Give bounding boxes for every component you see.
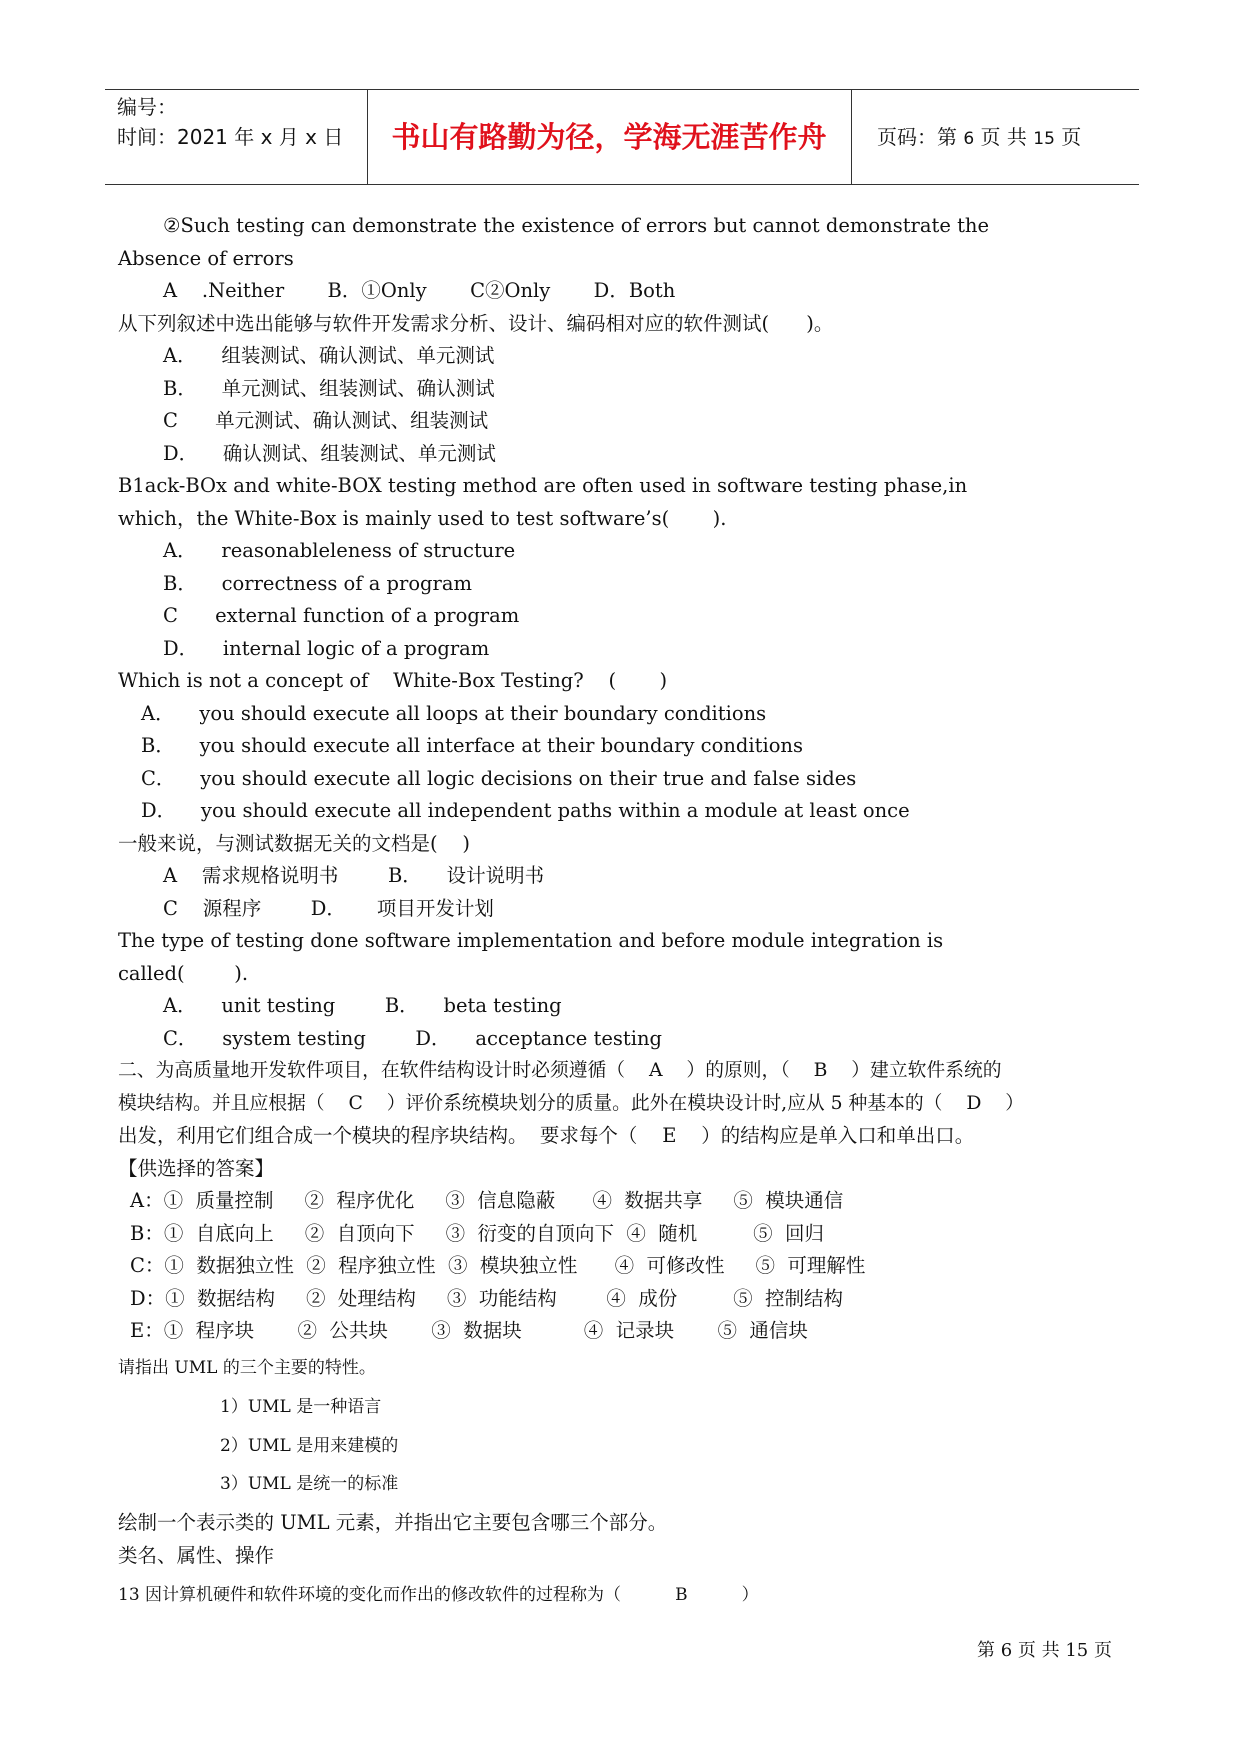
text-line: 【供选择的答案】 bbox=[118, 1157, 275, 1180]
text-line: A． unit testing B． beta testing bbox=[163, 994, 562, 1017]
text-line: B． 单元测试、组装测试、确认测试 bbox=[163, 377, 495, 400]
text-line: ②Such testing can demonstrate the existence of errors but cannot demonstrate the bbox=[163, 214, 989, 237]
text-line: C external function of a program bbox=[163, 604, 520, 627]
page-label-mid: 页 共 bbox=[974, 125, 1034, 149]
text-line: C． system testing D． acceptance testing bbox=[163, 1027, 662, 1050]
text-line: B1ack-BOx and white-BOX testing method are often used in software testing phase,in bbox=[118, 474, 968, 497]
text-line: A：① 质量控制 ② 程序优化 ③ 信息隐蔽 ④ 数据共享 ⑤ 模块通信 bbox=[130, 1189, 844, 1212]
text-line: D． internal logic of a program bbox=[163, 637, 490, 660]
text-line: C：① 数据独立性 ② 程序独立性 ③ 模块独立性 ④ 可修改性 ⑤ 可理解性 bbox=[130, 1254, 866, 1277]
text-line: E：① 程序块 ② 公共块 ③ 数据块 ④ 记录块 ⑤ 通信块 bbox=[130, 1319, 808, 1342]
text-line: 1）UML 是一种语言 bbox=[220, 1397, 382, 1417]
text-line: A． you should execute all loops at their boundary conditions bbox=[141, 702, 767, 725]
text-line: called( ). bbox=[118, 962, 249, 985]
text-line: Which is not a concept of White-Box Testing? ( ) bbox=[118, 669, 668, 692]
text-line: D． you should execute all independent paths within a module at least once bbox=[141, 799, 910, 822]
text-line: 13 因计算机硬件和软件环境的变化而作出的修改软件的过程称为（ B ） bbox=[118, 1585, 759, 1605]
text-line: 绘制一个表示类的 UML 元素，并指出它主要包含哪三个部分。 bbox=[118, 1511, 668, 1534]
number-label: 编号： bbox=[117, 95, 177, 119]
text-line: 模块结构。并且应根据（ C ）评价系统模块划分的质量。此外在模块设计时,应从 5 种基本的（ D ） bbox=[118, 1093, 1025, 1114]
header-divider-right bbox=[851, 90, 852, 184]
text-line: Absence of errors bbox=[118, 247, 294, 270]
text-line: 从下列叙述中选出能够与软件开发需求分析、设计、编码相对应的软件测试( )。 bbox=[118, 312, 834, 335]
text-line: A． reasonableleness of structure bbox=[163, 539, 516, 562]
header-motto: 书山有路勤为径，学海无涯苦作舟 bbox=[391, 120, 827, 154]
text-line: C 单元测试、确认测试、组装测试 bbox=[163, 409, 489, 432]
text-line: The type of testing done software implementation and before module integration is bbox=[118, 929, 944, 952]
text-line: B． correctness of a program bbox=[163, 572, 472, 595]
text-line: A． 组装测试、确认测试、单元测试 bbox=[163, 344, 495, 367]
page-current: 6 bbox=[963, 129, 975, 149]
text-line: A 需求规格说明书 B． 设计说明书 bbox=[163, 864, 545, 887]
page-label-suffix: 页 bbox=[1054, 125, 1082, 149]
text-line: 一般来说，与测试数据无关的文档是( ) bbox=[118, 832, 471, 855]
text-line: which，the White-Box is mainly used to test software’s( ). bbox=[118, 507, 727, 530]
text-line: 2）UML 是用来建模的 bbox=[220, 1436, 399, 1456]
text-line: 二、为高质量地开发软件项目，在软件结构设计时必须遵循（ A ）的原则，（ B ）建立软件系统的 bbox=[118, 1060, 1002, 1081]
text-line: D：① 数据结构 ② 处理结构 ③ 功能结构 ④ 成份 ⑤ 控制结构 bbox=[130, 1287, 843, 1310]
text-line: C． you should execute all logic decisions on their true and false sides bbox=[141, 767, 857, 790]
time-label: 时间：2021 年 x 月 x 日 bbox=[117, 125, 344, 149]
text-line: D． 确认测试、组装测试、单元测试 bbox=[163, 442, 496, 465]
text-line: 类名、属性、操作 bbox=[118, 1544, 275, 1567]
text-line: A .Neither B．①Only C②Only D．Both bbox=[163, 279, 676, 302]
page-label-prefix: 页码：第 bbox=[877, 125, 964, 149]
text-line: 请指出 UML 的三个主要的特性。 bbox=[118, 1358, 376, 1378]
page-total: 15 bbox=[1033, 129, 1055, 149]
text-line: B． you should execute all interface at their boundary conditions bbox=[141, 734, 804, 757]
text-line: B：① 自底向上 ② 自顶向下 ③ 衍变的自顶向下 ④ 随机 ⑤ 回归 bbox=[130, 1222, 824, 1245]
page-header bbox=[105, 89, 1139, 185]
header-page-info bbox=[865, 90, 1151, 184]
text-line: C 源程序 D． 项目开发计划 bbox=[163, 897, 494, 920]
page-footer: 第 6 页 共 15 页 bbox=[977, 1640, 1112, 1661]
header-meta bbox=[117, 90, 363, 186]
text-line: 出发，利用它们组合成一个模块的程序块结构。 要求每个（ E ）的结构应是单入口和单出口。 bbox=[118, 1124, 975, 1147]
text-line: 3）UML 是统一的标准 bbox=[220, 1474, 399, 1494]
